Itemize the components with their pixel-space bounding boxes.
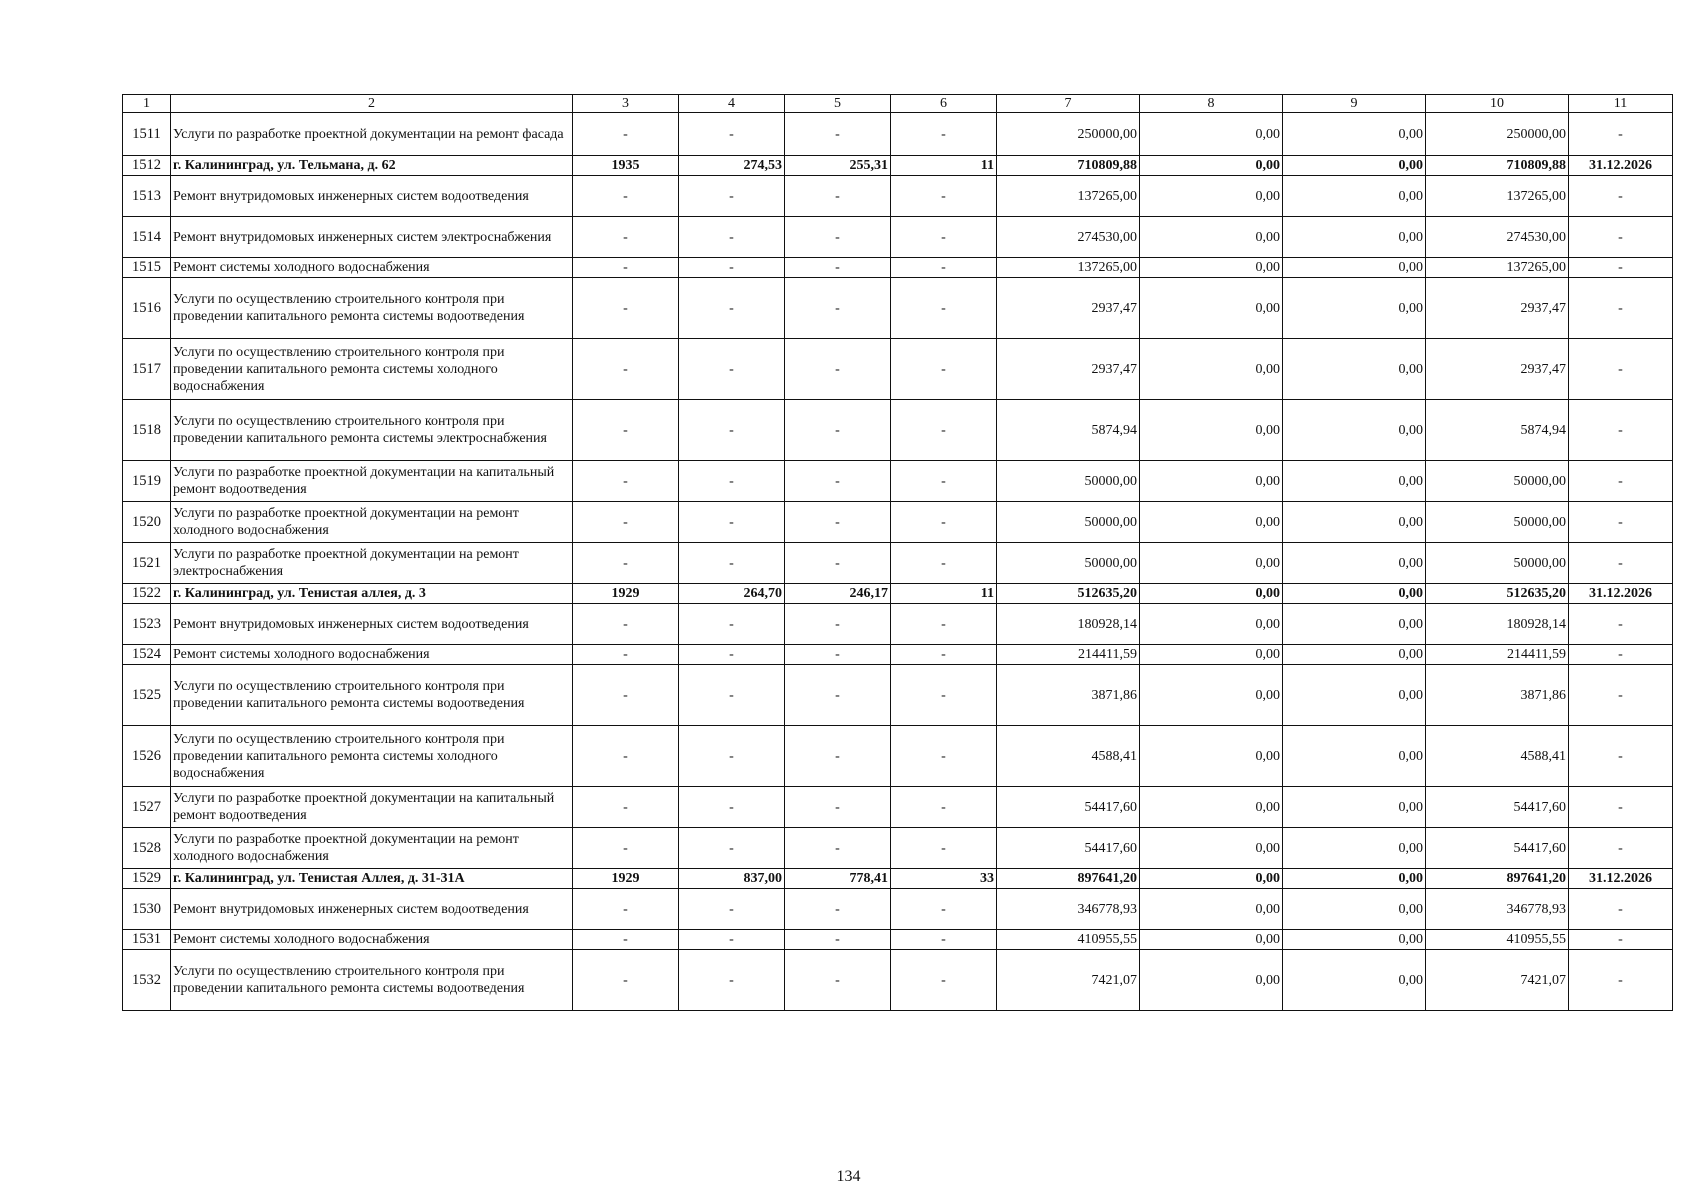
cell-col4: 274,53 (679, 156, 785, 176)
cell-col11: - (1569, 400, 1673, 461)
cell-col3: 1929 (573, 584, 679, 604)
cell-col7: 3871,86 (997, 665, 1140, 726)
row-number: 1531 (123, 930, 171, 950)
cell-col9: 0,00 (1283, 339, 1426, 400)
table-row (123, 726, 1673, 787)
cell-col5: - (785, 604, 891, 645)
cell-col8: 0,00 (1140, 400, 1283, 461)
cell-col8: 0,00 (1140, 156, 1283, 176)
row-name: Ремонт системы холодного водоснабжения (171, 930, 573, 950)
row-number: 1518 (123, 400, 171, 461)
cell-col11: - (1569, 787, 1673, 828)
cell-col9: 0,00 (1283, 930, 1426, 950)
cell-col11: - (1569, 258, 1673, 278)
cell-col10: 250000,00 (1426, 113, 1569, 156)
cell-col3: 1935 (573, 156, 679, 176)
cell-col8: 0,00 (1140, 584, 1283, 604)
row-name: Ремонт внутридомовых инженерных систем водоотведения (171, 176, 573, 217)
cell-col5: - (785, 828, 891, 869)
column-number: 7 (997, 95, 1140, 113)
cell-col8: 0,00 (1140, 461, 1283, 502)
column-number: 9 (1283, 95, 1426, 113)
cell-col11: - (1569, 543, 1673, 584)
page-number: 134 (836, 1168, 861, 1185)
cell-col6: - (891, 889, 997, 930)
cell-col6: - (891, 787, 997, 828)
cell-col6: - (891, 258, 997, 278)
row-name: Услуги по осуществлению строительного контроля при проведении капитального ремонта системы водоотведения (171, 278, 573, 339)
cell-col5: - (785, 787, 891, 828)
cell-col4: - (679, 645, 785, 665)
cell-col7: 214411,59 (997, 645, 1140, 665)
cell-col5: - (785, 217, 891, 258)
cell-col10: 274530,00 (1426, 217, 1569, 258)
cell-col6: - (891, 400, 997, 461)
cell-col4: - (679, 502, 785, 543)
column-number: 6 (891, 95, 997, 113)
cell-col4: 837,00 (679, 869, 785, 889)
cell-col7: 897641,20 (997, 869, 1140, 889)
cell-col5: - (785, 665, 891, 726)
cell-col7: 7421,07 (997, 950, 1140, 1011)
cell-col3: - (573, 645, 679, 665)
cell-col10: 54417,60 (1426, 787, 1569, 828)
cell-col3: - (573, 113, 679, 156)
cell-col5: - (785, 726, 891, 787)
table-body (123, 95, 1673, 1011)
column-number: 1 (123, 95, 171, 113)
table-row (123, 787, 1673, 828)
cell-col9: 0,00 (1283, 400, 1426, 461)
table-row (123, 278, 1673, 339)
row-name: Ремонт внутридомовых инженерных систем водоотведения (171, 889, 573, 930)
cell-col3: - (573, 950, 679, 1011)
row-number: 1529 (123, 869, 171, 889)
cell-col5: - (785, 543, 891, 584)
cell-col9: 0,00 (1283, 584, 1426, 604)
table-row (123, 176, 1673, 217)
cell-col8: 0,00 (1140, 217, 1283, 258)
cell-col8: 0,00 (1140, 278, 1283, 339)
cell-col10: 897641,20 (1426, 869, 1569, 889)
cell-col6: - (891, 726, 997, 787)
row-number: 1516 (123, 278, 171, 339)
cell-col5: - (785, 645, 891, 665)
cell-col10: 137265,00 (1426, 258, 1569, 278)
cell-col3: - (573, 665, 679, 726)
cell-col7: 410955,55 (997, 930, 1140, 950)
cell-col9: 0,00 (1283, 726, 1426, 787)
table-row (123, 950, 1673, 1011)
row-name: Ремонт системы холодного водоснабжения (171, 645, 573, 665)
cell-col4: - (679, 665, 785, 726)
cell-col5: - (785, 461, 891, 502)
cell-col10: 2937,47 (1426, 339, 1569, 400)
cell-col3: - (573, 258, 679, 278)
row-number: 1521 (123, 543, 171, 584)
cell-col4: - (679, 828, 785, 869)
cell-col5: - (785, 176, 891, 217)
row-name: Ремонт внутридомовых инженерных систем водоотведения (171, 604, 573, 645)
cell-col4: - (679, 889, 785, 930)
column-number: 4 (679, 95, 785, 113)
cell-col3: - (573, 787, 679, 828)
table-row (123, 889, 1673, 930)
cell-col11: 31.12.2026 (1569, 869, 1673, 889)
cell-col10: 180928,14 (1426, 604, 1569, 645)
cell-col11: - (1569, 930, 1673, 950)
cell-col8: 0,00 (1140, 869, 1283, 889)
table-row (123, 502, 1673, 543)
cell-col9: 0,00 (1283, 502, 1426, 543)
row-name: Услуги по разработке проектной документации на ремонт холодного водоснабжения (171, 828, 573, 869)
cell-col5: 778,41 (785, 869, 891, 889)
cell-col10: 54417,60 (1426, 828, 1569, 869)
table-row (123, 604, 1673, 645)
cell-col8: 0,00 (1140, 113, 1283, 156)
address-row (123, 156, 1673, 176)
row-name: г. Калининград, ул. Тенистая Аллея, д. 31-31А (171, 869, 573, 889)
row-number: 1519 (123, 461, 171, 502)
cell-col10: 5874,94 (1426, 400, 1569, 461)
cell-col11: - (1569, 502, 1673, 543)
cell-col10: 512635,20 (1426, 584, 1569, 604)
row-name: Услуги по осуществлению строительного контроля при проведении капитального ремонта системы холодного водоснабжения (171, 726, 573, 787)
cell-col4: - (679, 400, 785, 461)
cell-col8: 0,00 (1140, 665, 1283, 726)
row-number: 1524 (123, 645, 171, 665)
address-row (123, 584, 1673, 604)
row-name: Услуги по разработке проектной документации на капитальный ремонт водоотведения (171, 461, 573, 502)
cell-col9: 0,00 (1283, 787, 1426, 828)
row-number: 1513 (123, 176, 171, 217)
cell-col6: 11 (891, 156, 997, 176)
cell-col3: - (573, 461, 679, 502)
column-number: 5 (785, 95, 891, 113)
cell-col4: 264,70 (679, 584, 785, 604)
cell-col5: - (785, 278, 891, 339)
cell-col8: 0,00 (1140, 543, 1283, 584)
cell-col7: 250000,00 (997, 113, 1140, 156)
cell-col6: - (891, 665, 997, 726)
cell-col8: 0,00 (1140, 787, 1283, 828)
row-number: 1514 (123, 217, 171, 258)
cell-col10: 214411,59 (1426, 645, 1569, 665)
cell-col7: 50000,00 (997, 502, 1140, 543)
cell-col7: 137265,00 (997, 258, 1140, 278)
cell-col4: - (679, 258, 785, 278)
cell-col6: - (891, 176, 997, 217)
cell-col7: 512635,20 (997, 584, 1140, 604)
row-name: Услуги по разработке проектной документации на ремонт фасада (171, 113, 573, 156)
cell-col6: 33 (891, 869, 997, 889)
cell-col6: - (891, 543, 997, 584)
cell-col4: - (679, 278, 785, 339)
cell-col5: 255,31 (785, 156, 891, 176)
row-number: 1525 (123, 665, 171, 726)
cell-col9: 0,00 (1283, 113, 1426, 156)
cell-col9: 0,00 (1283, 156, 1426, 176)
cell-col5: - (785, 889, 891, 930)
row-name: Ремонт внутридомовых инженерных систем электроснабжения (171, 217, 573, 258)
table-row (123, 461, 1673, 502)
cell-col8: 0,00 (1140, 950, 1283, 1011)
cell-col6: - (891, 339, 997, 400)
cell-col8: 0,00 (1140, 339, 1283, 400)
cell-col8: 0,00 (1140, 889, 1283, 930)
column-number-row (123, 95, 1673, 113)
row-number: 1526 (123, 726, 171, 787)
cell-col11: - (1569, 461, 1673, 502)
cell-col4: - (679, 726, 785, 787)
cell-col8: 0,00 (1140, 726, 1283, 787)
table-row (123, 258, 1673, 278)
cell-col9: 0,00 (1283, 258, 1426, 278)
cell-col6: - (891, 217, 997, 258)
cell-col5: - (785, 502, 891, 543)
cell-col5: - (785, 930, 891, 950)
row-number: 1522 (123, 584, 171, 604)
cell-col9: 0,00 (1283, 869, 1426, 889)
cell-col11: - (1569, 645, 1673, 665)
cell-col4: - (679, 113, 785, 156)
cell-col3: - (573, 543, 679, 584)
cell-col9: 0,00 (1283, 665, 1426, 726)
row-name: Услуги по осуществлению строительного контроля при проведении капитального ремонта системы водоотведения (171, 950, 573, 1011)
table-row (123, 400, 1673, 461)
cell-col10: 4588,41 (1426, 726, 1569, 787)
cell-col6: - (891, 113, 997, 156)
cell-col4: - (679, 176, 785, 217)
cell-col10: 346778,93 (1426, 889, 1569, 930)
cell-col8: 0,00 (1140, 258, 1283, 278)
cell-col11: - (1569, 113, 1673, 156)
row-number: 1517 (123, 339, 171, 400)
cell-col10: 2937,47 (1426, 278, 1569, 339)
cell-col11: - (1569, 889, 1673, 930)
row-number: 1512 (123, 156, 171, 176)
cell-col5: 246,17 (785, 584, 891, 604)
cell-col11: - (1569, 176, 1673, 217)
table-row (123, 217, 1673, 258)
cell-col11: - (1569, 217, 1673, 258)
cell-col6: 11 (891, 584, 997, 604)
cell-col5: - (785, 113, 891, 156)
column-number: 11 (1569, 95, 1673, 113)
cell-col4: - (679, 339, 785, 400)
cell-col8: 0,00 (1140, 604, 1283, 645)
cell-col11: - (1569, 278, 1673, 339)
cell-col7: 50000,00 (997, 543, 1140, 584)
row-name: Услуги по осуществлению строительного контроля при проведении капитального ремонта системы водоотведения (171, 665, 573, 726)
cell-col4: - (679, 604, 785, 645)
cell-col11: - (1569, 604, 1673, 645)
cell-col10: 50000,00 (1426, 461, 1569, 502)
cell-col8: 0,00 (1140, 502, 1283, 543)
table-row (123, 339, 1673, 400)
row-number: 1523 (123, 604, 171, 645)
row-name: Услуги по разработке проектной документации на ремонт электроснабжения (171, 543, 573, 584)
row-name: Услуги по осуществлению строительного контроля при проведении капитального ремонта системы электроснабжения (171, 400, 573, 461)
table-row (123, 665, 1673, 726)
cell-col11: 31.12.2026 (1569, 156, 1673, 176)
table-row (123, 930, 1673, 950)
cell-col6: - (891, 645, 997, 665)
row-number: 1515 (123, 258, 171, 278)
row-name: Услуги по разработке проектной документации на капитальный ремонт водоотведения (171, 787, 573, 828)
cell-col10: 3871,86 (1426, 665, 1569, 726)
cell-col7: 5874,94 (997, 400, 1140, 461)
cell-col7: 180928,14 (997, 604, 1140, 645)
cell-col3: - (573, 828, 679, 869)
cell-col9: 0,00 (1283, 604, 1426, 645)
cell-col4: - (679, 930, 785, 950)
cell-col7: 710809,88 (997, 156, 1140, 176)
cell-col5: - (785, 400, 891, 461)
cell-col4: - (679, 217, 785, 258)
cell-col7: 2937,47 (997, 339, 1140, 400)
cell-col9: 0,00 (1283, 889, 1426, 930)
cell-col9: 0,00 (1283, 176, 1426, 217)
cell-col3: - (573, 930, 679, 950)
cell-col10: 410955,55 (1426, 930, 1569, 950)
cell-col6: - (891, 461, 997, 502)
table-row (123, 828, 1673, 869)
cell-col7: 54417,60 (997, 828, 1140, 869)
cell-col3: - (573, 889, 679, 930)
cell-col3: - (573, 502, 679, 543)
cell-col3: - (573, 604, 679, 645)
cell-col10: 50000,00 (1426, 543, 1569, 584)
column-number: 10 (1426, 95, 1569, 113)
cell-col11: - (1569, 339, 1673, 400)
cell-col5: - (785, 258, 891, 278)
cell-col3: - (573, 339, 679, 400)
table-row (123, 113, 1673, 156)
cell-col7: 346778,93 (997, 889, 1140, 930)
column-number: 3 (573, 95, 679, 113)
cell-col8: 0,00 (1140, 930, 1283, 950)
cell-col10: 50000,00 (1426, 502, 1569, 543)
cell-col11: - (1569, 950, 1673, 1011)
row-name: Услуги по разработке проектной документации на ремонт холодного водоснабжения (171, 502, 573, 543)
cell-col7: 50000,00 (997, 461, 1140, 502)
cell-col5: - (785, 339, 891, 400)
cell-col9: 0,00 (1283, 828, 1426, 869)
cell-col9: 0,00 (1283, 543, 1426, 584)
cell-col6: - (891, 828, 997, 869)
cell-col7: 274530,00 (997, 217, 1140, 258)
cell-col4: - (679, 787, 785, 828)
cell-col11: - (1569, 726, 1673, 787)
cell-col3: - (573, 176, 679, 217)
cell-col7: 4588,41 (997, 726, 1140, 787)
row-number: 1530 (123, 889, 171, 930)
cell-col7: 2937,47 (997, 278, 1140, 339)
table-row (123, 543, 1673, 584)
column-number: 2 (171, 95, 573, 113)
cell-col9: 0,00 (1283, 461, 1426, 502)
cell-col8: 0,00 (1140, 645, 1283, 665)
cell-col4: - (679, 461, 785, 502)
cell-col9: 0,00 (1283, 217, 1426, 258)
cell-col3: - (573, 217, 679, 258)
cell-col3: - (573, 726, 679, 787)
cell-col11: 31.12.2026 (1569, 584, 1673, 604)
cell-col11: - (1569, 665, 1673, 726)
cell-col10: 710809,88 (1426, 156, 1569, 176)
address-row (123, 869, 1673, 889)
cell-col7: 137265,00 (997, 176, 1140, 217)
cell-col6: - (891, 502, 997, 543)
cell-col9: 0,00 (1283, 278, 1426, 339)
cell-col6: - (891, 604, 997, 645)
row-number: 1527 (123, 787, 171, 828)
cell-col5: - (785, 950, 891, 1011)
cell-col9: 0,00 (1283, 645, 1426, 665)
cell-col3: - (573, 278, 679, 339)
cell-col3: 1929 (573, 869, 679, 889)
cell-col6: - (891, 278, 997, 339)
table-row (123, 645, 1673, 665)
cell-col8: 0,00 (1140, 176, 1283, 217)
column-number: 8 (1140, 95, 1283, 113)
cell-col8: 0,00 (1140, 828, 1283, 869)
cell-col4: - (679, 950, 785, 1011)
row-number: 1532 (123, 950, 171, 1011)
cell-col3: - (573, 400, 679, 461)
row-name: Услуги по осуществлению строительного контроля при проведении капитального ремонта системы холодного водоснабжения (171, 339, 573, 400)
row-number: 1511 (123, 113, 171, 156)
cell-col11: - (1569, 828, 1673, 869)
cell-col4: - (679, 543, 785, 584)
repair-program-table (122, 94, 1673, 1011)
row-name: Ремонт системы холодного водоснабжения (171, 258, 573, 278)
row-name: г. Калининград, ул. Тенистая аллея, д. 3 (171, 584, 573, 604)
cell-col10: 7421,07 (1426, 950, 1569, 1011)
cell-col6: - (891, 930, 997, 950)
row-number: 1528 (123, 828, 171, 869)
cell-col7: 54417,60 (997, 787, 1140, 828)
row-name: г. Калининград, ул. Тельмана, д. 62 (171, 156, 573, 176)
cell-col6: - (891, 950, 997, 1011)
row-number: 1520 (123, 502, 171, 543)
cell-col10: 137265,00 (1426, 176, 1569, 217)
cell-col9: 0,00 (1283, 950, 1426, 1011)
